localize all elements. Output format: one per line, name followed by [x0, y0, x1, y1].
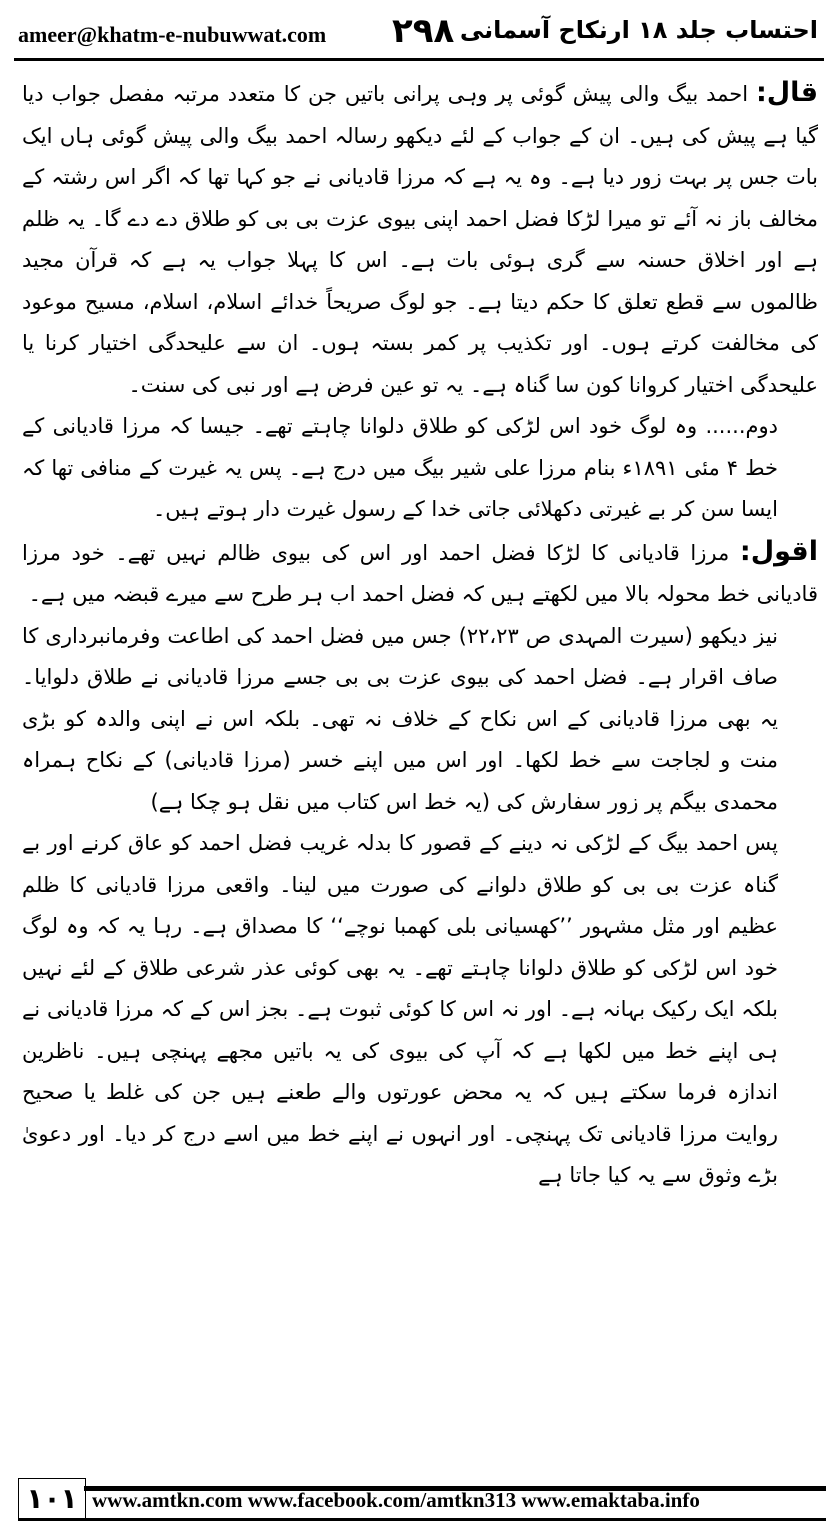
footer-rule	[18, 1518, 826, 1521]
paragraph-text: احمد بیگ والی پیش گوئی پر وہی پرانی باتیں جن کا متعدد مرتبہ مفصل جواب دیا گیا ہے پیش کی ہیں۔ ان کے جواب کے لئے دیکھو رسالہ احمد بیگ والی پیش گوئی ہاں ایک بات جس پر بہت زور دیا ہے۔ وہ یہ ہے کہ مرزا قادیانی نے جو کہا تھا کہ اگر اس رشتہ کے مخالف باز نہ آئے تو میرا لڑکا فضل احمد اپنی بیوی عزت بی بی کو طلاق دے دے گا۔ یہ ظلم ہے اور اخلاق حسنہ سے گری ہوئی بات ہے۔ اس کا پہلا جواب یہ ہے کہ قرآن مجید ظالموں سے قطع تعلق کا حکم دیتا ہے۔ جو لوگ صریحاً خدائے اسلام، اسلام، مسیح موعود کی مخالفت کرتے ہوں۔ اور تکذیب پر کمر بستہ ہوں۔ ان سے علیحدگی اختیار کرنا یا علیحدگی اختیار کروانا کون سا گناہ ہے۔ یہ تو عین فرض ہے اور نبی کی سنت۔	[22, 82, 818, 397]
aqool-heading: اقول:	[739, 535, 818, 567]
paragraph-text: پس احمد بیگ کے لڑکی نہ دینے کے قصور کا بدلہ غریب فضل احمد کو عاق کرنے اور بے گناہ عزت بی بی کو طلاق دلوانے کی صورت میں لینا۔ واقعی مرزا قادیانی کا ظلم عظیم اور مثل مشہور ’’کھسیانی بلی کھمبا نوچے‘‘ کا مصداق ہے۔ رہا یہ کہ وہ لوگ خود اس لڑکی کو طلاق دلوانا چاہتے تھے۔ یہ بھی کوئی عذر شرعی طلاق کے لئے نہیں بلکہ ایک رکیک بہانہ ہے۔ اور نہ اس کا کوئی ثبوت ہے۔ بجز اس کے کہ مرزا قادیانی نے ہی اپنے خط میں لکھا ہے کہ آپ کی بیوی کی یہ باتیں مجھے پہنچی ہیں۔ ناظرین اندازہ فرما سکتے ہیں کہ یہ محض عورتوں والے طعنے ہیں جن کی غلط یا صحیح روایت مرزا قادیانی تک پہنچی۔ اور انہوں نے اپنے خط میں اسے درج کر دیا۔ اور دعویٰ بڑے وثوق سے یہ کیا جاتا ہے	[22, 831, 778, 1187]
paragraph-text: وہ لوگ خود اس لڑکی کو طلاق دلوانا چاہتے تھے۔ جیسا کہ مرزا قادیانی کے خط ۴ مئی ۱۸۹۱ء بنام مرزا علی شیر بیگ میں درج ہے۔ پس یہ غیرت کے منافی تھا کہ ایسا سن کر بے غیرتی دکھلائی جاتی خدا کے رسول غیرت دار ہوتے ہیں۔	[22, 414, 778, 521]
doom-label: دوم......	[705, 414, 778, 438]
header-email[interactable]: ameer@khatm-e-nubuwwat.com	[18, 22, 327, 47]
page-header	[14, 12, 818, 54]
page-body	[22, 72, 818, 1197]
running-head: احتساب جلد ۱۸ ارنکاح آسمانی	[459, 16, 818, 44]
paragraph-neez	[22, 616, 818, 824]
qaal-heading: قال:	[755, 77, 818, 108]
paragraph-text: نیز دیکھو (سیرت المہدی ص ۲۲،۲۳) جس میں فضل احمد کی اطاعت وفرمانبرداری کا صاف اقرار ہے۔ فضل احمد کی بیوی عزت بی بی جسے مرزا قادیانی نے طلاق دلوایا۔ یہ بھی مرزا قادیانی کے اس نکاح کے خلاف نہ تھی۔ بلکہ اس نے اپنی والدہ کو بڑی منت و لجاجت سے خط لکھا۔ اور اس میں اپنے خسر (مرزا قادیانی) کے نکاح ہمراہ محمدی بیگم پر زور سفارش کی (یہ خط اس کتاب میں نقل ہو چکا ہے)	[22, 623, 778, 814]
header-page-number: ۲۹۸	[392, 11, 455, 51]
paragraph-aqool	[22, 531, 818, 616]
paragraph-text: مرزا قادیانی کا لڑکا فضل احمد اور اس کی بیوی ظالم نہیں تھے۔ خود مرزا قادیانی خط محولہ بالا میں لکھتے ہیں کہ فضل احمد اب ہر طرح سے میرے قبضہ میں ہے۔	[22, 540, 818, 606]
paragraph-qaal	[22, 72, 818, 406]
footer-page-number: ۱۰۱	[18, 1478, 86, 1519]
paragraph-pas	[22, 823, 818, 1197]
header-rule	[14, 58, 824, 61]
page-footer	[18, 1478, 826, 1530]
paragraph-doom	[22, 406, 818, 531]
footer-websites[interactable]: www.amtkn.com www.facebook.com/amtkn313 www.emaktaba.info	[92, 1488, 700, 1512]
